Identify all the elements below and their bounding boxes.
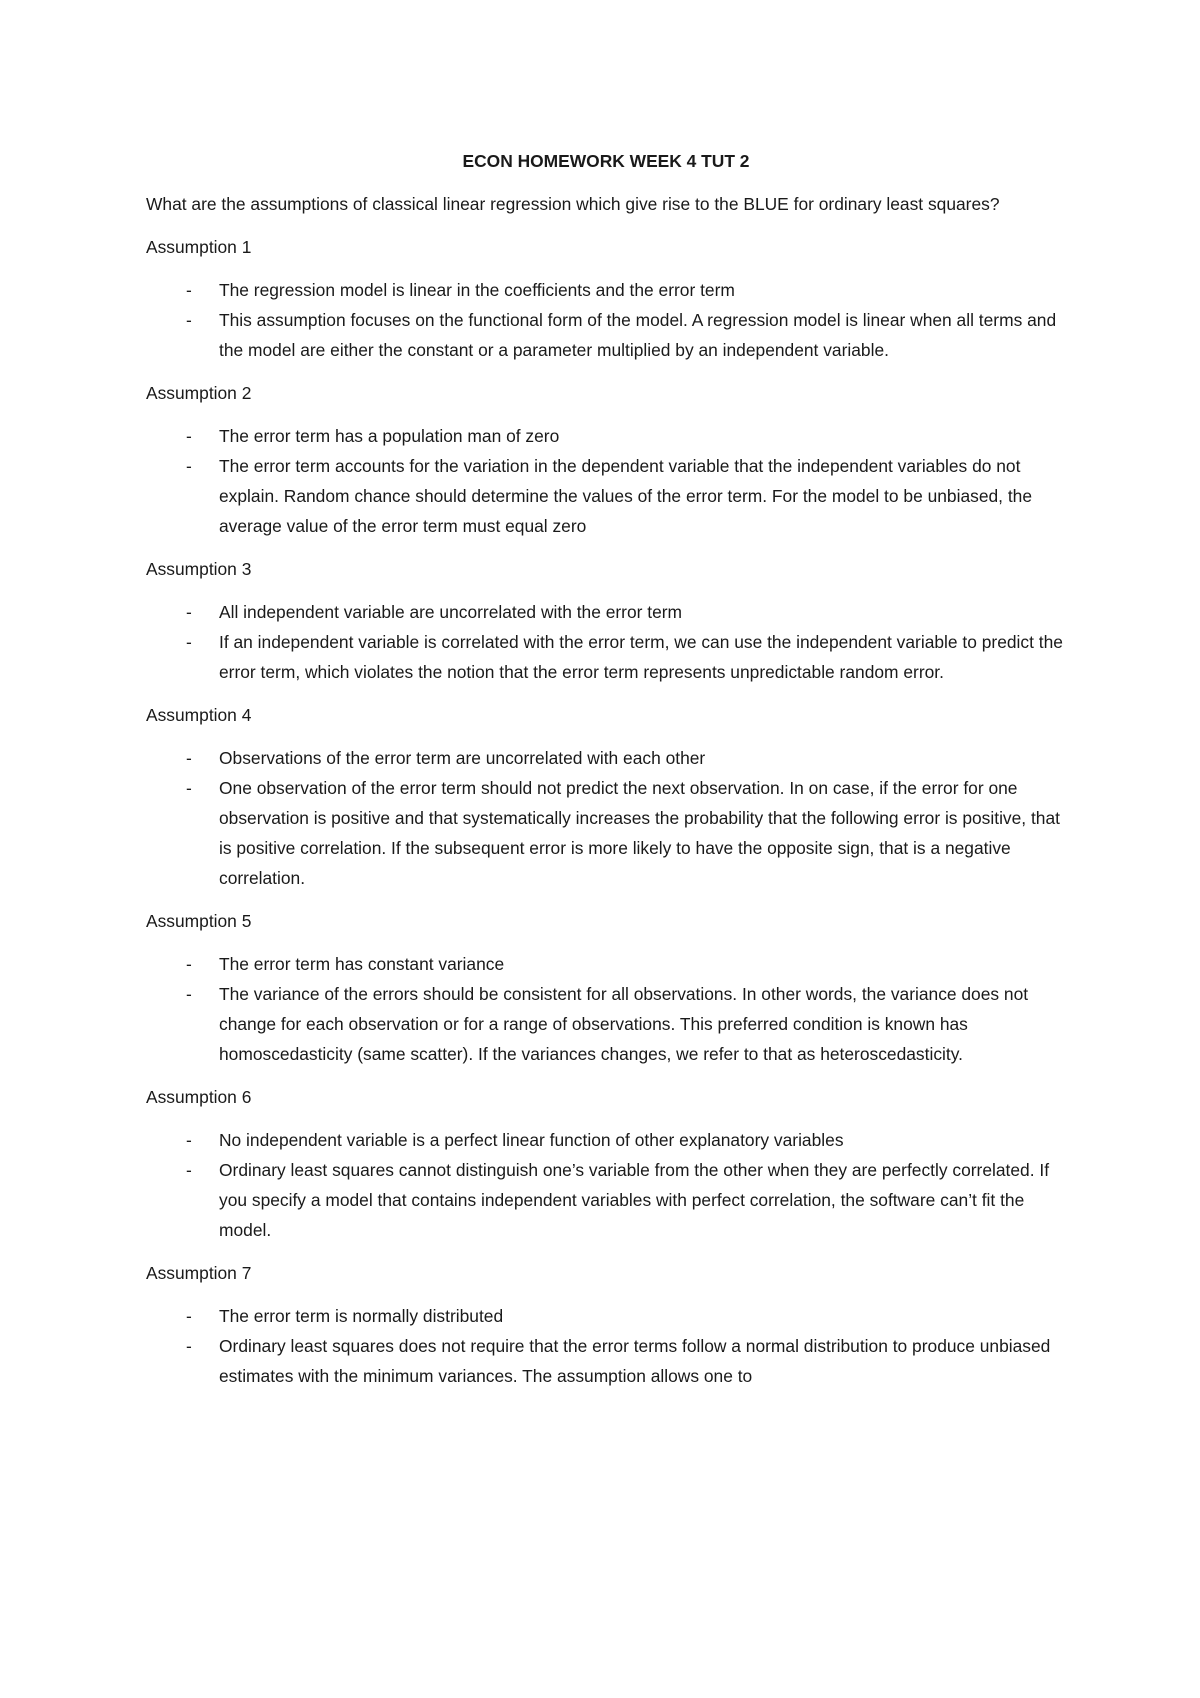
bullet-item — [146, 1125, 1066, 1155]
bullet-text: If an independent variable is correlated with the error term, we can use the independent variable to predict the error term, which violates the notion that the error term represents unpredictable random error. — [219, 632, 1063, 682]
assumption-section — [146, 554, 1066, 687]
bullet-dash: - — [186, 1306, 192, 1326]
bullet-text: Ordinary least squares cannot distinguish one’s variable from the other when they are perfectly correlated. If you specify a model that contains independent variables with perfect correlation, the software can’t fit the model. — [219, 1160, 1050, 1240]
bullet-text: No independent variable is a perfect linear function of other explanatory variables — [219, 1130, 844, 1150]
assumption-section — [146, 1258, 1066, 1391]
bullet-dash: - — [186, 778, 192, 798]
bullet-text: One observation of the error term should not predict the next observation. In on case, if the error for one observation is positive and that systematically increases the probability that the following error is positive, that is positive correlation. If the subsequent error is more likely to have the opposite sign, that is a negative correlation. — [219, 778, 1060, 888]
bullet-list — [146, 597, 1066, 687]
bullet-dash: - — [186, 456, 192, 476]
bullet-list — [146, 743, 1066, 893]
bullet-item — [146, 421, 1066, 451]
bullet-text: The error term is normally distributed — [219, 1306, 504, 1326]
bullet-text: The error term has constant variance — [219, 954, 505, 974]
section-heading: Assumption 4 — [146, 705, 252, 725]
bullet-item — [146, 743, 1066, 773]
section-heading: Assumption 3 — [146, 559, 252, 579]
assumption-section — [146, 378, 1066, 541]
bullet-dash: - — [186, 1336, 192, 1356]
section-heading: Assumption 7 — [146, 1263, 252, 1283]
bullet-dash: - — [186, 1130, 192, 1150]
bullet-item — [146, 1155, 1066, 1245]
section-heading: Assumption 5 — [146, 911, 252, 931]
bullet-item — [146, 275, 1066, 305]
section-heading: Assumption 6 — [146, 1087, 252, 1107]
assumption-section — [146, 1082, 1066, 1245]
bullet-list — [146, 949, 1066, 1069]
bullet-dash: - — [186, 748, 192, 768]
assumption-section — [146, 232, 1066, 365]
document-body — [146, 146, 1066, 1404]
bullet-item — [146, 1331, 1066, 1391]
bullet-item — [146, 1301, 1066, 1331]
bullet-text: The error term has a population man of zero — [219, 426, 560, 446]
section-heading: Assumption 1 — [146, 237, 252, 257]
bullet-dash: - — [186, 310, 192, 330]
document-title: ECON HOMEWORK WEEK 4 TUT 2 — [462, 151, 750, 171]
question-text: What are the assumptions of classical linear regression which give rise to the BLUE for ordinary least squares? — [146, 194, 1000, 214]
bullet-dash: - — [186, 280, 192, 300]
bullet-text: The error term accounts for the variation in the dependent variable that the independent variables do not explain. Random chance should determine the values of the error term. For the model to be unbiased, the average value of the error term must equal zero — [219, 456, 1032, 536]
bullet-dash: - — [186, 954, 192, 974]
bullet-dash: - — [186, 1160, 192, 1180]
bullet-text: The regression model is linear in the coefficients and the error term — [219, 280, 735, 300]
bullet-item — [146, 979, 1066, 1069]
bullet-text: Ordinary least squares does not require that the error terms follow a normal distribution to produce unbiased estimates with the minimum variances. The assumption allows one to — [219, 1336, 1051, 1386]
bullet-dash: - — [186, 602, 192, 622]
bullet-dash: - — [186, 426, 192, 446]
bullet-text: The variance of the errors should be consistent for all observations. In other words, the variance does not change for each observation or for a range of observations. This preferred condition is known has homoscedasticity (same scatter). If the variances changes, we refer to that as heteroscedasticity. — [219, 984, 1029, 1064]
bullet-text: All independent variable are uncorrelated with the error term — [219, 602, 683, 622]
assumption-section — [146, 700, 1066, 893]
bullet-text: This assumption focuses on the functional form of the model. A regression model is linear when all terms and the model are either the constant or a parameter multiplied by an independent variable. — [219, 310, 1057, 360]
assumption-section — [146, 906, 1066, 1069]
section-heading: Assumption 2 — [146, 383, 252, 403]
bullet-item — [146, 773, 1066, 893]
bullet-list — [146, 275, 1066, 365]
bullet-list — [146, 421, 1066, 541]
bullet-item — [146, 451, 1066, 541]
bullet-list — [146, 1125, 1066, 1245]
bullet-item — [146, 305, 1066, 365]
bullet-item — [146, 597, 1066, 627]
bullet-text: Observations of the error term are uncorrelated with each other — [219, 748, 706, 768]
bullet-dash: - — [186, 632, 192, 652]
bullet-item — [146, 627, 1066, 687]
bullet-item — [146, 949, 1066, 979]
bullet-dash: - — [186, 984, 192, 1004]
bullet-list — [146, 1301, 1066, 1391]
